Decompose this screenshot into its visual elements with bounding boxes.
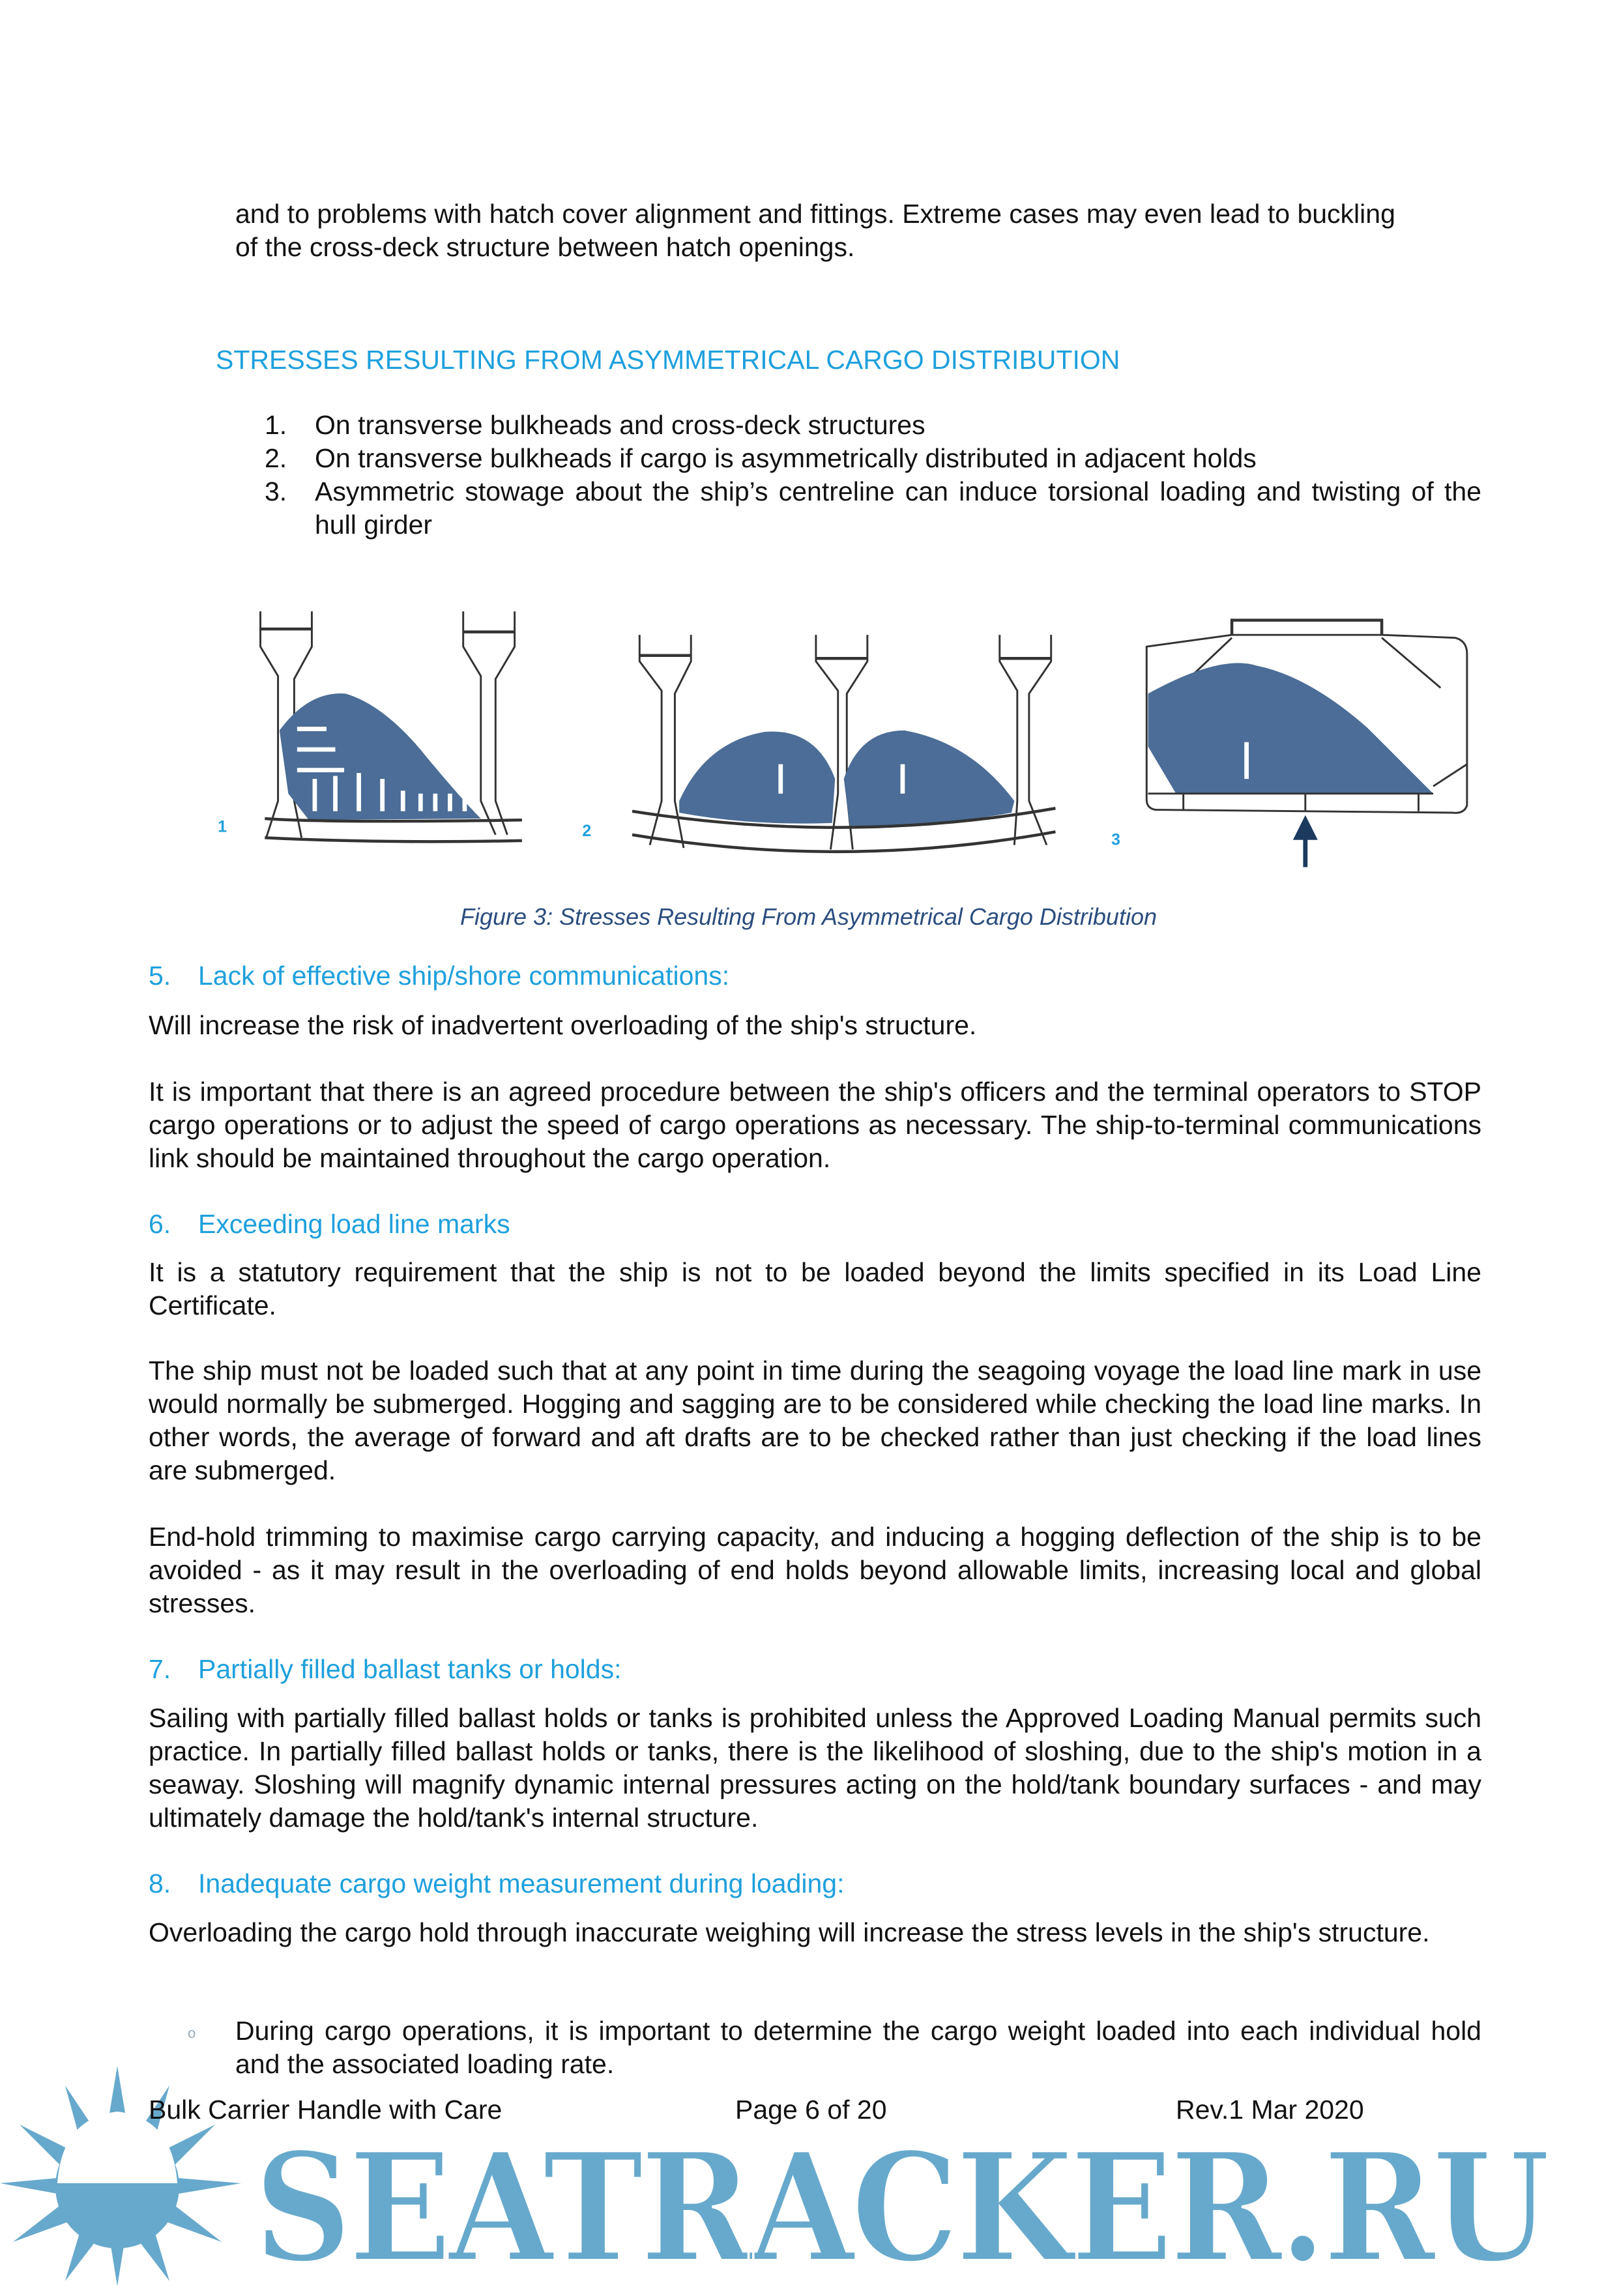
- intro-line: of the cross-deck structure between hatch openings.: [235, 232, 855, 262]
- list-item: [265, 475, 1481, 542]
- section-number: 7.: [149, 1654, 171, 1684]
- paragraph: It is important that there is an agreed procedure between the ship's officers and the terminal operators to STOP cargo operations or to adjust the speed of cargo operations as necessary. The ship-to-terminal communications link should be maintained throughout the cargo operation.: [149, 1077, 1481, 1173]
- stresses-heading: STRESSES RESULTING FROM ASYMMETRICAL CARGO DISTRIBUTION: [216, 345, 1120, 375]
- list-number: 2.: [265, 443, 287, 473]
- paragraph: Will increase the risk of inadvertent overloading of the ship's structure.: [149, 1010, 977, 1040]
- footer-page-number: Page 6 of 20: [735, 2095, 887, 2125]
- list-text: Asymmetric stowage about the ship’s centreline can induce torsional loading and twisting of the hull girder: [315, 476, 1481, 540]
- paragraph: End-hold trimming to maximise cargo carrying capacity, and inducing a hogging deflection of the ship is to be avoided - as it may result in the overloading of end holds beyond allowable limits, increasing local and global stresses.: [149, 1522, 1481, 1618]
- section-title: Lack of effective ship/shore communications:: [198, 961, 730, 991]
- paragraph: Sailing with partially filled ballast holds or tanks is prohibited unless the Approved Loading Manual permits such practice. In partially filled ballast holds or tanks, there is the likelihood of sloshing, due to the ship's motion in a seaway. Sloshing will magnify dynamic internal pressures acting on the hold/tank boundary surfaces - and may ultimately damage the hold/tank's internal structure.: [149, 1703, 1481, 1833]
- panel-label: 3: [1111, 831, 1120, 849]
- list-text: On transverse bulkheads if cargo is asymmetrically distributed in adjacent holds: [315, 443, 1257, 473]
- intro-line: and to problems with hatch cover alignment and fittings. Extreme cases may even lead to buckling: [235, 199, 1395, 229]
- panel-label: 1: [218, 818, 227, 836]
- section-number: 6.: [149, 1209, 171, 1239]
- panel-label: 2: [582, 822, 592, 841]
- cargo-pile: [679, 731, 835, 823]
- paragraph: It is a statutory requirement that the ship is not to be loaded beyond the limits specified in its Load Line Certificate.: [149, 1257, 1481, 1320]
- watermark-text: SEATRACKER.RU: [254, 2120, 1547, 2296]
- section-heading: [149, 1653, 621, 1686]
- section-title: Inadequate cargo weight measurement during loading:: [198, 1868, 845, 1898]
- section-title: Partially filled ballast tanks or holds:: [198, 1654, 622, 1684]
- intro-paragraph: [235, 197, 1481, 264]
- list-text: On transverse bulkheads and cross-deck structures: [315, 410, 925, 440]
- bullet-symbol: o: [188, 2025, 196, 2041]
- section-number: 8.: [149, 1868, 171, 1898]
- panel-3-diagram: [1111, 620, 1467, 867]
- section-heading: [149, 959, 729, 993]
- section-title: Exceeding load line marks: [198, 1209, 510, 1239]
- list-number: 1.: [265, 410, 287, 440]
- panel-2-diagram: [582, 635, 1055, 852]
- stress-figure: [206, 588, 1485, 882]
- bullet-text: During cargo operations, it is important to determine the cargo weight loaded into each individual hold and the associated loading rate.: [235, 2016, 1481, 2079]
- paragraph: The ship must not be loaded such that at any point in time during the seagoing voyage the load line mark in use would normally be submerged. Hogging and sagging are to be considered while checking the load line marks. In other words, the average of forward and aft drafts are to be checked rather than just checking if the load lines are submerged.: [149, 1356, 1481, 1485]
- list-number: 3.: [265, 476, 287, 506]
- cargo-pile: [844, 731, 1015, 826]
- upward-arrow-icon: [1296, 820, 1314, 867]
- cargo-pile: [1148, 663, 1433, 793]
- footer-revision: Rev.1 Mar 2020: [1176, 2095, 1364, 2125]
- paragraph: Overloading the cargo hold through inaccurate weighing will increase the stress levels in the ship's structure.: [149, 1917, 1430, 1947]
- panel-1-diagram: [218, 611, 522, 841]
- section-number: 5.: [149, 961, 171, 991]
- list-item: [265, 442, 1481, 475]
- list-item: [265, 409, 1481, 442]
- section-heading: [149, 1208, 510, 1241]
- section-heading: [149, 1867, 845, 1900]
- figure-caption: Figure 3: Stresses Resulting From Asymmetrical Cargo Distribution: [460, 903, 1157, 930]
- footer-left: Bulk Carrier Handle with Care: [149, 2095, 503, 2125]
